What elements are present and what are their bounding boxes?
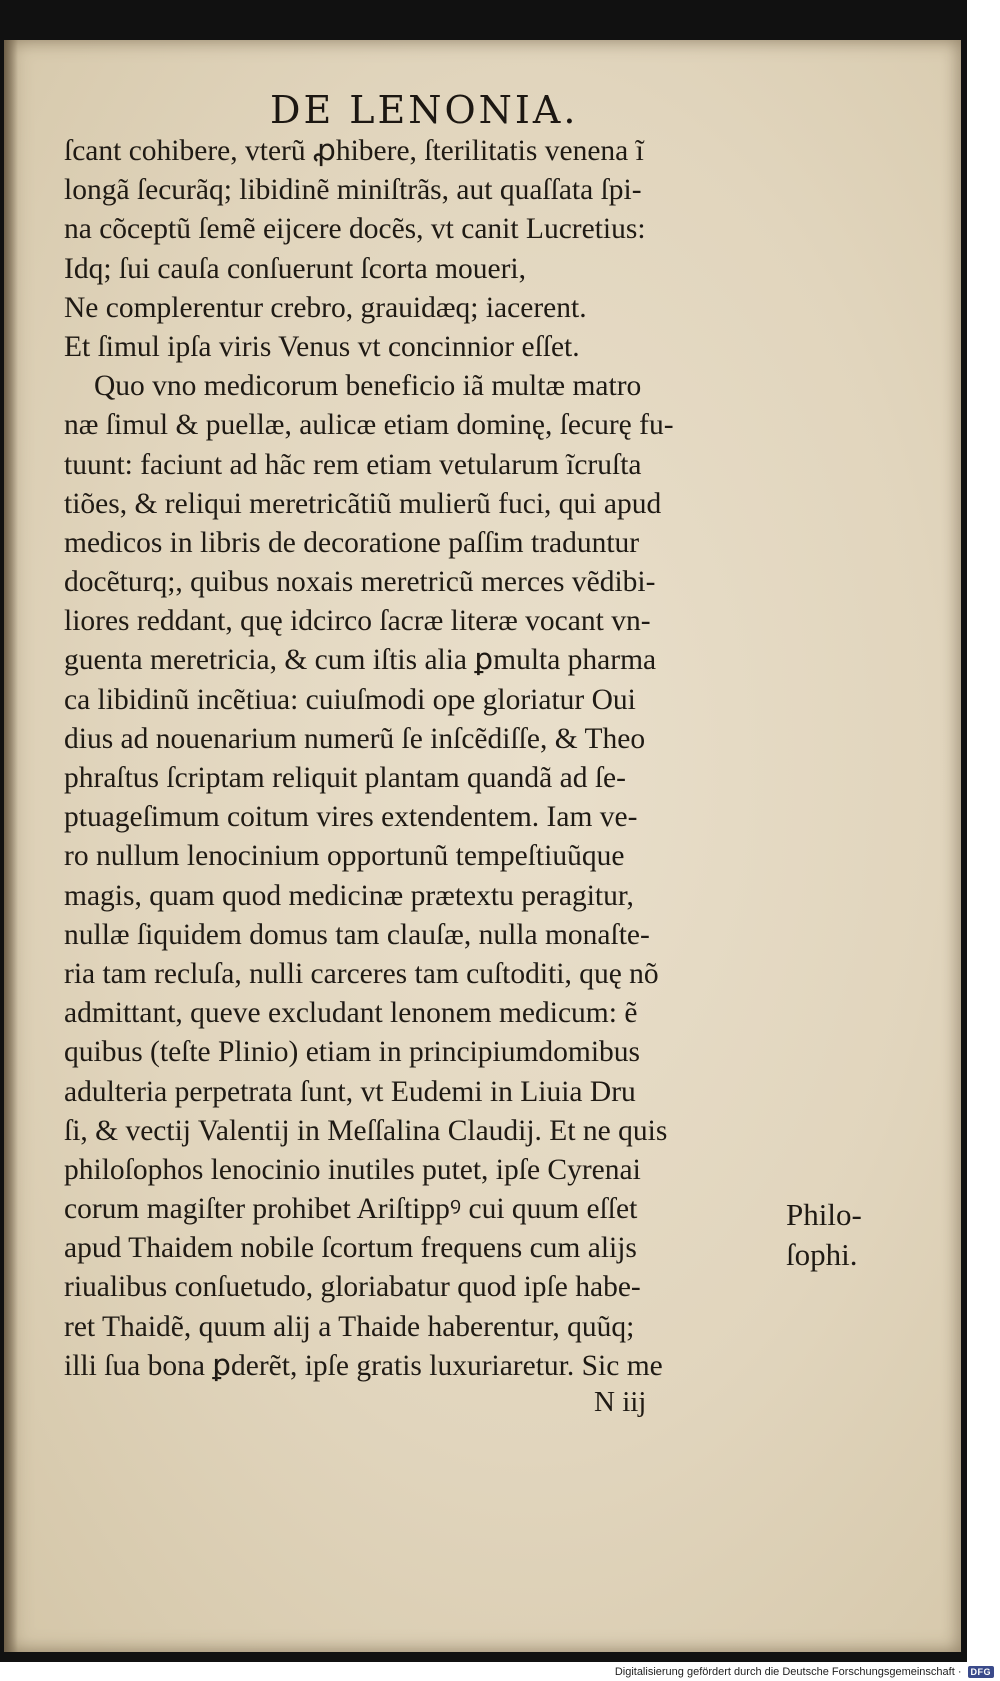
text-line: philoſophos lenocinio inutiles putet, ipſe Cyrenai bbox=[64, 1153, 641, 1186]
text-line: tiões, & reliqui meretricãtiũ mulierũ fuci, qui apud bbox=[64, 487, 662, 520]
text-line: Ne complerentur crebro, grauidæq; iacerent. bbox=[64, 291, 587, 324]
text-line: corum magiſter prohibet Ariſtippꝰ cui quum eſſet bbox=[64, 1193, 638, 1226]
text-line: docẽturq;, quibus noxais meretricũ merces vẽdibi- bbox=[64, 566, 656, 599]
text-line: magis, quam quod medicinæ prætextu peragitur, bbox=[64, 879, 634, 912]
text-line: liores reddant, quę idcirco ſacræ literæ vocant vn- bbox=[64, 605, 651, 638]
text-line: apud Thaidem nobile ſcortum frequens cum alijs bbox=[64, 1232, 637, 1265]
dfg-logo: DFG bbox=[968, 1666, 995, 1678]
text-line: adulteria perpetrata ſunt, vt Eudemi in Liuia Dru bbox=[64, 1075, 636, 1108]
body-text bbox=[64, 132, 794, 1386]
text-line: Quo vno medicorum beneficio iã multæ matro bbox=[94, 370, 642, 403]
text-line: guenta meretricia, & cum iſtis alia ꝑmulta pharma bbox=[64, 644, 657, 677]
text-line: Idq; ſui cauſa conſuerunt ſcorta moueri, bbox=[64, 252, 527, 285]
text-line: ſi, & vectij Valentij in Meſſalina Claudij. Et ne quis bbox=[64, 1114, 668, 1147]
margin-note-line: ſophi. bbox=[786, 1237, 858, 1272]
text-line: ro nullum lenocinium opportunũ tempeſtiuũque bbox=[64, 840, 625, 873]
running-header: DE LENONIA. bbox=[270, 88, 579, 132]
margin-note-line: Philo- bbox=[786, 1197, 862, 1232]
text-line: nullæ ſiquidem domus tam clauſæ, nulla monaſte- bbox=[64, 918, 650, 951]
text-line: ptuageſimum coitum vires extendentem. Iam ve- bbox=[64, 801, 638, 834]
text-line: ca libidinũ incẽtiua: cuiuſmodi ope gloriatur Oui bbox=[64, 683, 636, 716]
text-line: na cõceptũ ſemẽ eijcere docẽs, vt canit Lucretius: bbox=[64, 213, 646, 246]
text-line: quibus (teſte Plinio) etiam in principiumdomibus bbox=[64, 1036, 641, 1069]
margin-note bbox=[786, 1195, 896, 1275]
text-line: ſcant cohibere, vterũ ꝓhibere, ſterilitatis venena ĩ bbox=[64, 135, 644, 167]
text-line: riualibus conſuetudo, gloriabatur quod ipſe habe- bbox=[64, 1271, 641, 1304]
page-gutter-shadow bbox=[4, 40, 18, 1652]
text-line: Et ſimul ipſa viris Venus vt concinnior eſſet. bbox=[64, 330, 580, 363]
text-line: tuunt: faciunt ad hãc rem etiam vetularum ĩcruſta bbox=[64, 448, 642, 481]
text-line: dius ad nouenarium numerũ ſe inſcẽdiſſe, & Theo bbox=[64, 722, 646, 755]
text-line: longã ſecurãq; libidinẽ miniſtrãs, aut quaſſata ſpi- bbox=[64, 174, 642, 207]
footer-credit bbox=[615, 1663, 994, 1681]
footer-credit-text: Digitalisierung gefördert durch die Deutsche Forschungsgemeinschaft · bbox=[614, 1666, 962, 1678]
text-line: ria tam recluſa, nulli carceres tam cuſtoditi, quę nõ bbox=[64, 957, 659, 990]
text-line: medicos in libris de decoratione paſſim traduntur bbox=[64, 526, 640, 559]
text-line: ret Thaidẽ, quum alij a Thaide haberentur, quũq; bbox=[64, 1310, 635, 1343]
text-line: admittant, queve excludant lenonem medicum: ẽ bbox=[64, 997, 638, 1030]
text-line: phraſtus ſcriptam reliquit plantam quandã ad ſe- bbox=[64, 762, 626, 794]
text-line: næ ſimul & puellæ, aulicæ etiam dominę, ſecurę fu- bbox=[64, 409, 674, 442]
signature-mark: N iij bbox=[594, 1386, 647, 1418]
text-line: illi ſua bona ꝑderẽt, ipſe gratis luxuriaretur. Sic me bbox=[64, 1349, 663, 1382]
